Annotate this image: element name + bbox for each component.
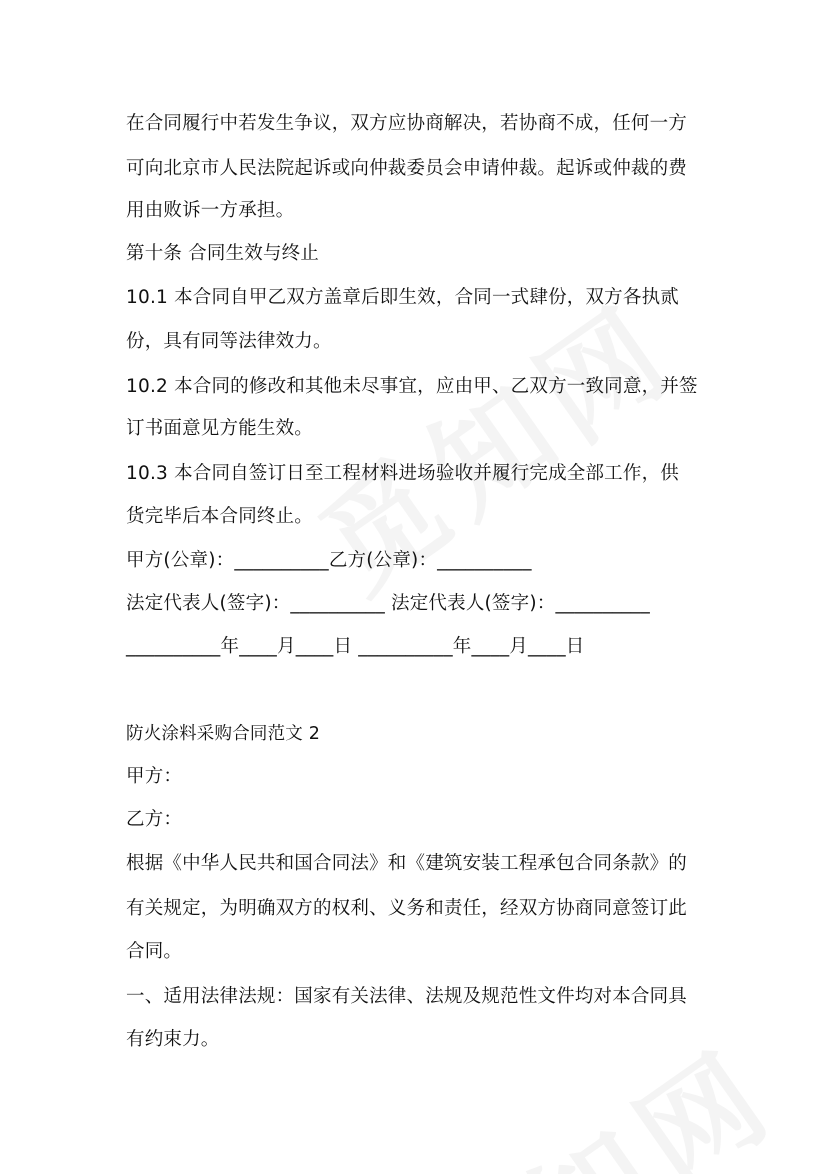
signature-rep-line: 法定代表人(签字)：__________ 法定代表人(签字)：__________	[126, 593, 650, 614]
clause-line: 一、适用法律法规：国家有关法律、法规及规范性文件均对本合同具	[126, 986, 688, 1007]
clause-line: 订书面意见方能生效。	[126, 418, 314, 439]
clause-line: 有约束力。	[126, 1029, 220, 1050]
paragraph-line: 在合同履行中若发生争议，双方应协商解决，若协商不成，任何一方	[126, 113, 688, 134]
section-heading: 第十条 合同生效与终止	[126, 243, 320, 264]
clause-line: 货完毕后本合同终止。	[126, 506, 314, 527]
signature-seal-line: 甲方(公章)：__________乙方(公章)：__________	[126, 550, 532, 571]
clause-line: 10.1 本合同自甲乙双方盖章后即生效，合同一式肆份，双方各执贰	[126, 287, 679, 308]
paragraph-line: 合同。	[126, 941, 183, 962]
clause-line: 10.2 本合同的修改和其他未尽事宜，应由甲、乙双方一致同意，并签	[126, 376, 698, 397]
party-b-label: 乙方：	[126, 809, 183, 830]
watermark-logo	[382, 1002, 804, 1174]
paragraph-line: 可向北京市人民法院起诉或向仲裁委员会申请仲裁。起诉或仲裁的费	[126, 158, 688, 179]
document-title: 防火涂料采购合同范文 2	[126, 724, 321, 744]
signature-date-line: __________年____月____日 __________年____月____日	[126, 636, 585, 657]
paragraph-line: 根据《中华人民共和国合同法》和《建筑安装工程承包合同条款》的	[126, 853, 688, 874]
clause-line: 10.3 本合同自签订日至工程材料进场验收并履行完成全部工作，供	[126, 463, 679, 484]
party-a-label: 甲方：	[126, 766, 183, 787]
clause-line: 份，具有同等法律效力。	[126, 331, 332, 352]
paragraph-line: 有关规定，为明确双方的权利、义务和责任，经双方协商同意签订此	[126, 898, 688, 919]
paragraph-line: 用由败诉一方承担。	[126, 200, 295, 221]
